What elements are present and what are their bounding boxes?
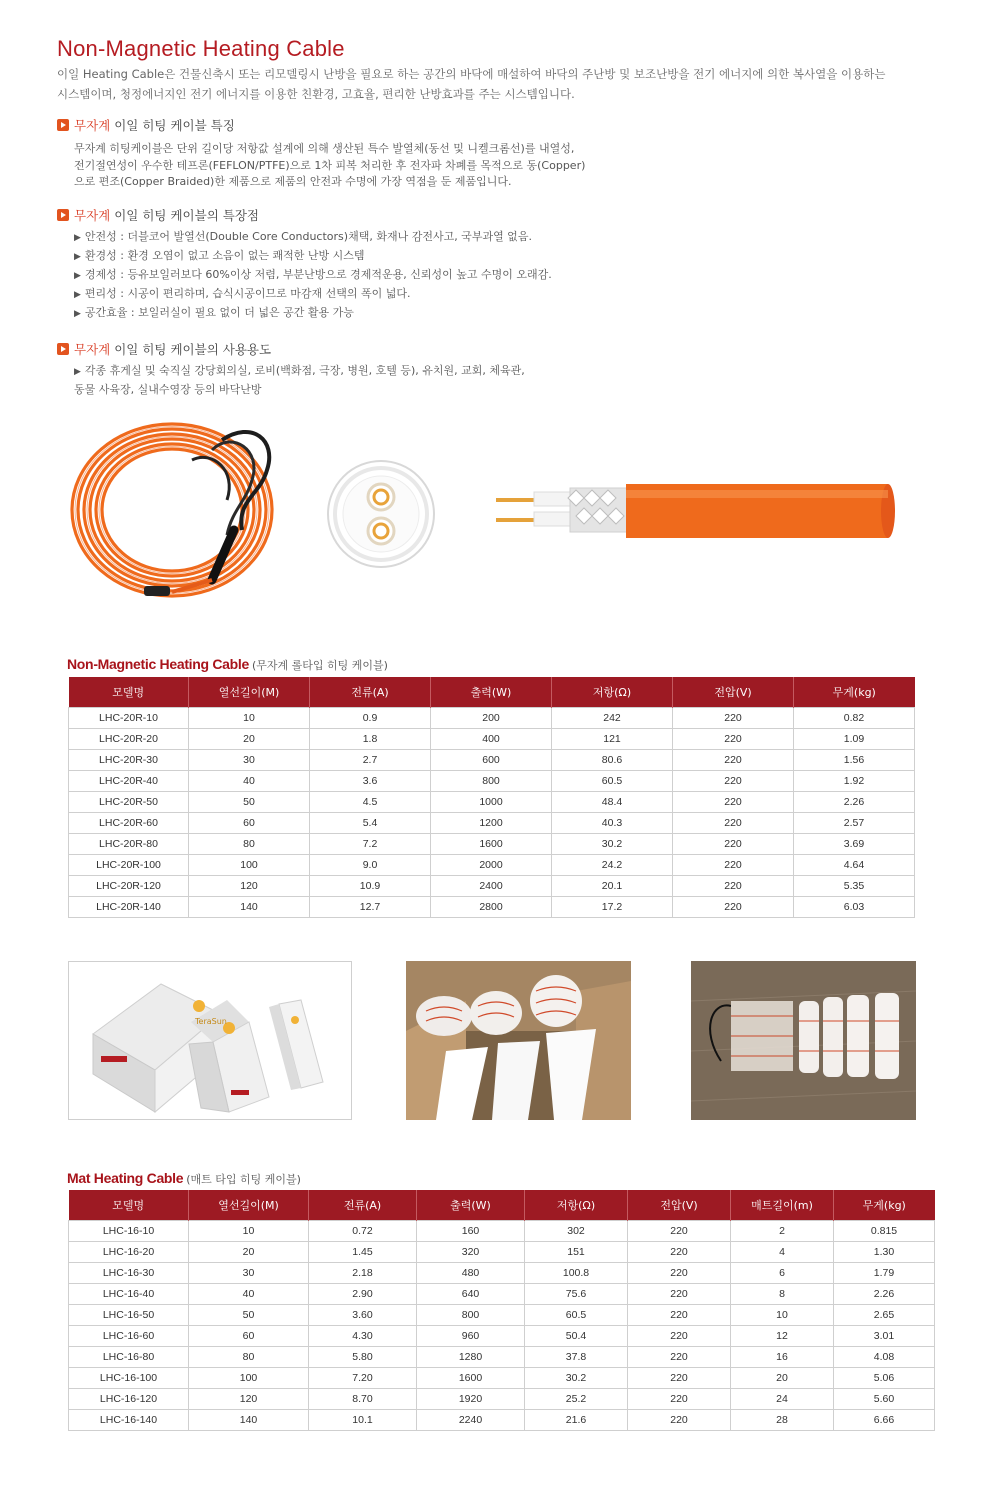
table-cell: 2 [731, 1220, 834, 1241]
section-title: 이일 히팅 케이블의 사용용도 [114, 342, 272, 357]
table-cell: 220 [628, 1388, 731, 1409]
column-header: 저항(Ω) [552, 677, 673, 707]
table-cell: 600 [431, 749, 552, 770]
table-cell: 1.8 [310, 728, 431, 749]
body-line: 으로 편조(Copper Braided)한 제품으로 제품의 안전과 수명에 가장 역점을 둔 제품입니다. [74, 175, 512, 188]
table-row [69, 854, 915, 875]
table-cell: 320 [417, 1241, 525, 1262]
section-heading [57, 206, 927, 224]
section-body [74, 141, 927, 191]
table-cell: 2.57 [794, 812, 915, 833]
table-cell: 640 [417, 1283, 525, 1304]
table-row [69, 896, 915, 917]
section-advantages [57, 206, 927, 323]
section-highlight: 무자계 [74, 342, 111, 357]
table-cell: 75.6 [525, 1283, 628, 1304]
table-cell: 20.1 [552, 875, 673, 896]
table-row [69, 1367, 935, 1388]
table-cell: LHC-16-50 [69, 1304, 189, 1325]
table-cell: 7.2 [310, 833, 431, 854]
table-cell: LHC-20R-100 [69, 854, 189, 875]
table-cell: 220 [628, 1304, 731, 1325]
table-cell: 8 [731, 1283, 834, 1304]
table-cell: 2400 [431, 875, 552, 896]
table-cell: 4.08 [834, 1346, 935, 1367]
table-cell: 100 [189, 1367, 309, 1388]
table-cell: 220 [673, 812, 794, 833]
table-cell: LHC-20R-140 [69, 896, 189, 917]
table-cell: 220 [673, 791, 794, 812]
table-cell: 1000 [431, 791, 552, 812]
table-cell: 16 [731, 1346, 834, 1367]
table-cell: 1600 [431, 833, 552, 854]
table-cell: 17.2 [552, 896, 673, 917]
table-cell: 21.6 [525, 1409, 628, 1430]
column-header: 열선길이(M) [189, 1190, 309, 1220]
table-cell: 220 [628, 1367, 731, 1388]
table-cell: 10 [731, 1304, 834, 1325]
table-row [69, 1304, 935, 1325]
table-cell: 1200 [431, 812, 552, 833]
table-cell: 2000 [431, 854, 552, 875]
body-line: 무자계 히팅케이블은 단위 길이당 저항값 설계에 의해 생산된 특수 발열체(동선 및 니켈크롬선)를 내열성, [74, 142, 575, 155]
table-row [69, 1220, 935, 1241]
table-cell: 400 [431, 728, 552, 749]
table-header-row [69, 677, 915, 707]
list-item: ▶ 각종 휴게실 및 숙직실 강당회의실, 로비(백화점, 극장, 병원, 호텔 등), 유치원, 교회, 체육관, [74, 364, 525, 377]
triangle-bullet-icon: ▶ [74, 309, 81, 319]
table-cell: 30.2 [525, 1367, 628, 1388]
column-header: 무게(kg) [834, 1190, 935, 1220]
table-cell: 12 [731, 1325, 834, 1346]
table2-title: Mat Heating Cable [67, 1170, 184, 1186]
table1-caption [67, 654, 388, 673]
cable-cross-section-image [326, 459, 436, 569]
table-cell: 220 [628, 1283, 731, 1304]
arrow-bullet-icon [57, 343, 69, 355]
column-header: 전압(V) [673, 677, 794, 707]
table-cell: 80 [189, 1346, 309, 1367]
table-cell: 5.4 [310, 812, 431, 833]
table-cell: 4.64 [794, 854, 915, 875]
table-cell: 6.03 [794, 896, 915, 917]
table-cell: 9.0 [310, 854, 431, 875]
table-cell: 30.2 [552, 833, 673, 854]
table-row [69, 1283, 935, 1304]
table1-title: Non-Magnetic Heating Cable [67, 656, 249, 672]
table-cell: 0.815 [834, 1220, 935, 1241]
table-row [69, 1262, 935, 1283]
packaging-boxes-photo [68, 961, 352, 1120]
table-cell: 220 [673, 749, 794, 770]
table-cell: 24.2 [552, 854, 673, 875]
table-row [69, 1346, 935, 1367]
table-row [69, 875, 915, 896]
table-cell: 6.66 [834, 1409, 935, 1430]
column-header: 전류(A) [310, 677, 431, 707]
table-cell: 242 [552, 707, 673, 728]
list-item: ▶ 환경성 : 환경 오염이 없고 소음이 없는 쾌적한 난방 시스템 [74, 249, 365, 262]
table-cell: 48.4 [552, 791, 673, 812]
table-cell: 3.01 [834, 1325, 935, 1346]
table-cell: 2.65 [834, 1304, 935, 1325]
table-cell: 10 [189, 707, 310, 728]
triangle-bullet-icon: ▶ [74, 290, 81, 300]
box-brand-label: TeraSun [195, 1017, 227, 1026]
table-cell: 0.82 [794, 707, 915, 728]
table-cell: 2.26 [794, 791, 915, 812]
table-row [69, 833, 915, 854]
table-row [69, 707, 915, 728]
list-item-continuation: 동물 사육장, 실내수영장 등의 바닥난방 [74, 383, 262, 396]
table-cell: 480 [417, 1262, 525, 1283]
table-cell: LHC-20R-20 [69, 728, 189, 749]
table-cell: 7.20 [309, 1367, 417, 1388]
table-cell: 220 [628, 1346, 731, 1367]
mat-cables-on-floor-photo [691, 961, 916, 1120]
table-cell: 160 [417, 1220, 525, 1241]
table-row [69, 728, 915, 749]
table-cell: LHC-16-20 [69, 1241, 189, 1262]
table-cell: 4 [731, 1241, 834, 1262]
table-cell: 2.7 [310, 749, 431, 770]
section-heading [57, 340, 927, 358]
section-highlight: 무자계 [74, 208, 111, 223]
table-cell: 4.5 [310, 791, 431, 812]
table-cell: 20 [189, 728, 310, 749]
table-cell: 960 [417, 1325, 525, 1346]
table-cell: 220 [628, 1220, 731, 1241]
table-header-row [69, 1190, 935, 1220]
table-cell: 40 [189, 770, 310, 791]
table-cell: 80 [189, 833, 310, 854]
table-cell: LHC-16-60 [69, 1325, 189, 1346]
table-cell: 140 [189, 896, 310, 917]
table-cell: 220 [628, 1325, 731, 1346]
table-row [69, 812, 915, 833]
table2-subtitle: (매트 타입 히팅 케이블) [186, 1173, 301, 1186]
table-cell: 60.5 [525, 1304, 628, 1325]
table-cell: 1.45 [309, 1241, 417, 1262]
intro-line-1: 이일 Heating Cable은 건물신축시 또는 리모델링시 난방을 필요로 하는 공간의 바닥에 매설하여 바닥의 주난방 및 보조난방을 전기 에너지에 의한 복사열을 이용하는 [57, 67, 886, 81]
table-cell: 800 [417, 1304, 525, 1325]
table-cell: 25.2 [525, 1388, 628, 1409]
column-header: 모델명 [69, 1190, 189, 1220]
table-cell: 1.92 [794, 770, 915, 791]
table-cell: 50 [189, 791, 310, 812]
section-features [57, 116, 927, 191]
table-cell: 1280 [417, 1346, 525, 1367]
table-cell: 60 [189, 1325, 309, 1346]
list-item: ▶ 공간효율 : 보일러실이 필요 없이 더 넓은 공간 활용 가능 [74, 306, 354, 319]
table-cell: LHC-20R-50 [69, 791, 189, 812]
section-body [74, 362, 927, 399]
table-cell: LHC-20R-60 [69, 812, 189, 833]
table-cell: 28 [731, 1409, 834, 1430]
table-cell: 220 [673, 707, 794, 728]
column-header: 저항(Ω) [525, 1190, 628, 1220]
table-cell: 220 [673, 875, 794, 896]
table-cell: 220 [673, 833, 794, 854]
table-row [69, 791, 915, 812]
table-cell: 50.4 [525, 1325, 628, 1346]
mat-rolls-in-box-photo [406, 961, 631, 1120]
roll-cable-spec-table [68, 677, 915, 918]
table-cell: 220 [628, 1262, 731, 1283]
table-row [69, 1388, 935, 1409]
table-cell: 1.30 [834, 1241, 935, 1262]
intro-line-2: 시스템이며, 청정에너지인 전기 에너지를 이용한 친환경, 고효율, 편리한 난방효과를 주는 시스템입니다. [57, 87, 575, 101]
table-cell: 220 [628, 1409, 731, 1430]
table-cell: 151 [525, 1241, 628, 1262]
triangle-bullet-icon: ▶ [74, 252, 81, 262]
table-cell: 10.1 [309, 1409, 417, 1430]
table-row [69, 1325, 935, 1346]
table-cell: 10.9 [310, 875, 431, 896]
table-cell: LHC-16-140 [69, 1409, 189, 1430]
page-title: Non-Magnetic Heating Cable [57, 36, 345, 61]
table-cell: 140 [189, 1409, 309, 1430]
table-cell: LHC-20R-120 [69, 875, 189, 896]
table-cell: 40.3 [552, 812, 673, 833]
column-header: 출력(W) [431, 677, 552, 707]
table-cell: 100 [189, 854, 310, 875]
list-item: ▶ 경제성 : 등유보일러보다 60%이상 저렴, 부분난방으로 경제적운용, 신뢰성이 높고 수명이 오래감. [74, 268, 552, 281]
arrow-bullet-icon [57, 119, 69, 131]
table-row [69, 749, 915, 770]
column-header: 모델명 [69, 677, 189, 707]
table-row [69, 1409, 935, 1430]
column-header: 무게(kg) [794, 677, 915, 707]
coiled-cable-image [62, 410, 312, 610]
table-cell: LHC-16-100 [69, 1367, 189, 1388]
table-cell: 3.60 [309, 1304, 417, 1325]
mat-cable-spec-table [68, 1190, 935, 1431]
table-cell: 220 [673, 854, 794, 875]
table-cell: 5.60 [834, 1388, 935, 1409]
table-cell: 5.80 [309, 1346, 417, 1367]
table-cell: LHC-20R-30 [69, 749, 189, 770]
intro-text [57, 64, 957, 104]
column-header: 매트길이(m) [731, 1190, 834, 1220]
table-cell: 60 [189, 812, 310, 833]
column-header: 열선길이(M) [189, 677, 310, 707]
table-cell: 5.06 [834, 1367, 935, 1388]
table1-subtitle: (무자계 롤타입 히팅 케이블) [252, 659, 388, 672]
table-cell: 12.7 [310, 896, 431, 917]
table-cell: 2800 [431, 896, 552, 917]
table-cell: 20 [189, 1241, 309, 1262]
table-cell: 220 [673, 896, 794, 917]
table-cell: 24 [731, 1388, 834, 1409]
table-row [69, 1241, 935, 1262]
table-cell: 100.8 [525, 1262, 628, 1283]
table-cell: 60.5 [552, 770, 673, 791]
table-cell: 2.18 [309, 1262, 417, 1283]
table-cell: 0.72 [309, 1220, 417, 1241]
table-cell: LHC-16-120 [69, 1388, 189, 1409]
table-cell: LHC-16-10 [69, 1220, 189, 1241]
table-cell: 120 [189, 1388, 309, 1409]
column-header: 출력(W) [417, 1190, 525, 1220]
list-item: ▶ 안전성 : 더블코어 발열선(Double Core Conductors)채택, 화재나 감전사고, 국부과열 없음. [74, 230, 532, 243]
table-cell: LHC-20R-80 [69, 833, 189, 854]
table-cell: 1600 [417, 1367, 525, 1388]
table-cell: 2.90 [309, 1283, 417, 1304]
section-title: 이일 히팅 케이블 특징 [114, 118, 235, 133]
table-cell: 800 [431, 770, 552, 791]
table-cell: 1.09 [794, 728, 915, 749]
table-cell: 2240 [417, 1409, 525, 1430]
table-cell: 1.56 [794, 749, 915, 770]
table-cell: 2.26 [834, 1283, 935, 1304]
table-cell: 50 [189, 1304, 309, 1325]
cable-cutaway-image [494, 478, 896, 544]
table-cell: 220 [628, 1241, 731, 1262]
table-cell: 6 [731, 1262, 834, 1283]
table-cell: 37.8 [525, 1346, 628, 1367]
table-cell: 1.79 [834, 1262, 935, 1283]
table-cell: 80.6 [552, 749, 673, 770]
section-usage [57, 340, 927, 399]
table-cell: 10 [189, 1220, 309, 1241]
table-cell: 40 [189, 1283, 309, 1304]
triangle-bullet-icon: ▶ [74, 233, 81, 243]
table-row [69, 770, 915, 791]
table-cell: LHC-20R-40 [69, 770, 189, 791]
table-cell: LHC-16-40 [69, 1283, 189, 1304]
table-cell: 302 [525, 1220, 628, 1241]
column-header: 전압(V) [628, 1190, 731, 1220]
table-cell: 5.35 [794, 875, 915, 896]
table-cell: LHC-20R-10 [69, 707, 189, 728]
table-cell: 8.70 [309, 1388, 417, 1409]
section-highlight: 무자계 [74, 118, 111, 133]
arrow-bullet-icon [57, 209, 69, 221]
table-cell: 0.9 [310, 707, 431, 728]
table-cell: 200 [431, 707, 552, 728]
table-cell: 220 [673, 770, 794, 791]
section-body [74, 228, 927, 323]
table-cell: 121 [552, 728, 673, 749]
section-title: 이일 히팅 케이블의 특장점 [114, 208, 259, 223]
table-cell: 1920 [417, 1388, 525, 1409]
table-cell: 30 [189, 1262, 309, 1283]
table-cell: 30 [189, 749, 310, 770]
body-line: 전기절연성이 우수한 테프론(FEFLON/PTFE)으로 1차 피복 처리한 후 전자파 차폐를 목적으로 동(Copper) [74, 158, 586, 172]
table-cell: 120 [189, 875, 310, 896]
table-cell: 20 [731, 1367, 834, 1388]
table-cell: LHC-16-30 [69, 1262, 189, 1283]
table-cell: 220 [673, 728, 794, 749]
table-cell: 3.6 [310, 770, 431, 791]
section-heading [57, 116, 927, 134]
table-cell: 3.69 [794, 833, 915, 854]
table-cell: LHC-16-80 [69, 1346, 189, 1367]
list-item: ▶ 편리성 : 시공이 편리하며, 습식시공이므로 마감재 선택의 폭이 넓다. [74, 287, 411, 300]
triangle-bullet-icon: ▶ [74, 271, 81, 281]
triangle-bullet-icon: ▶ [74, 367, 81, 377]
table-cell: 4.30 [309, 1325, 417, 1346]
table2-caption [67, 1168, 301, 1187]
column-header: 전류(A) [309, 1190, 417, 1220]
